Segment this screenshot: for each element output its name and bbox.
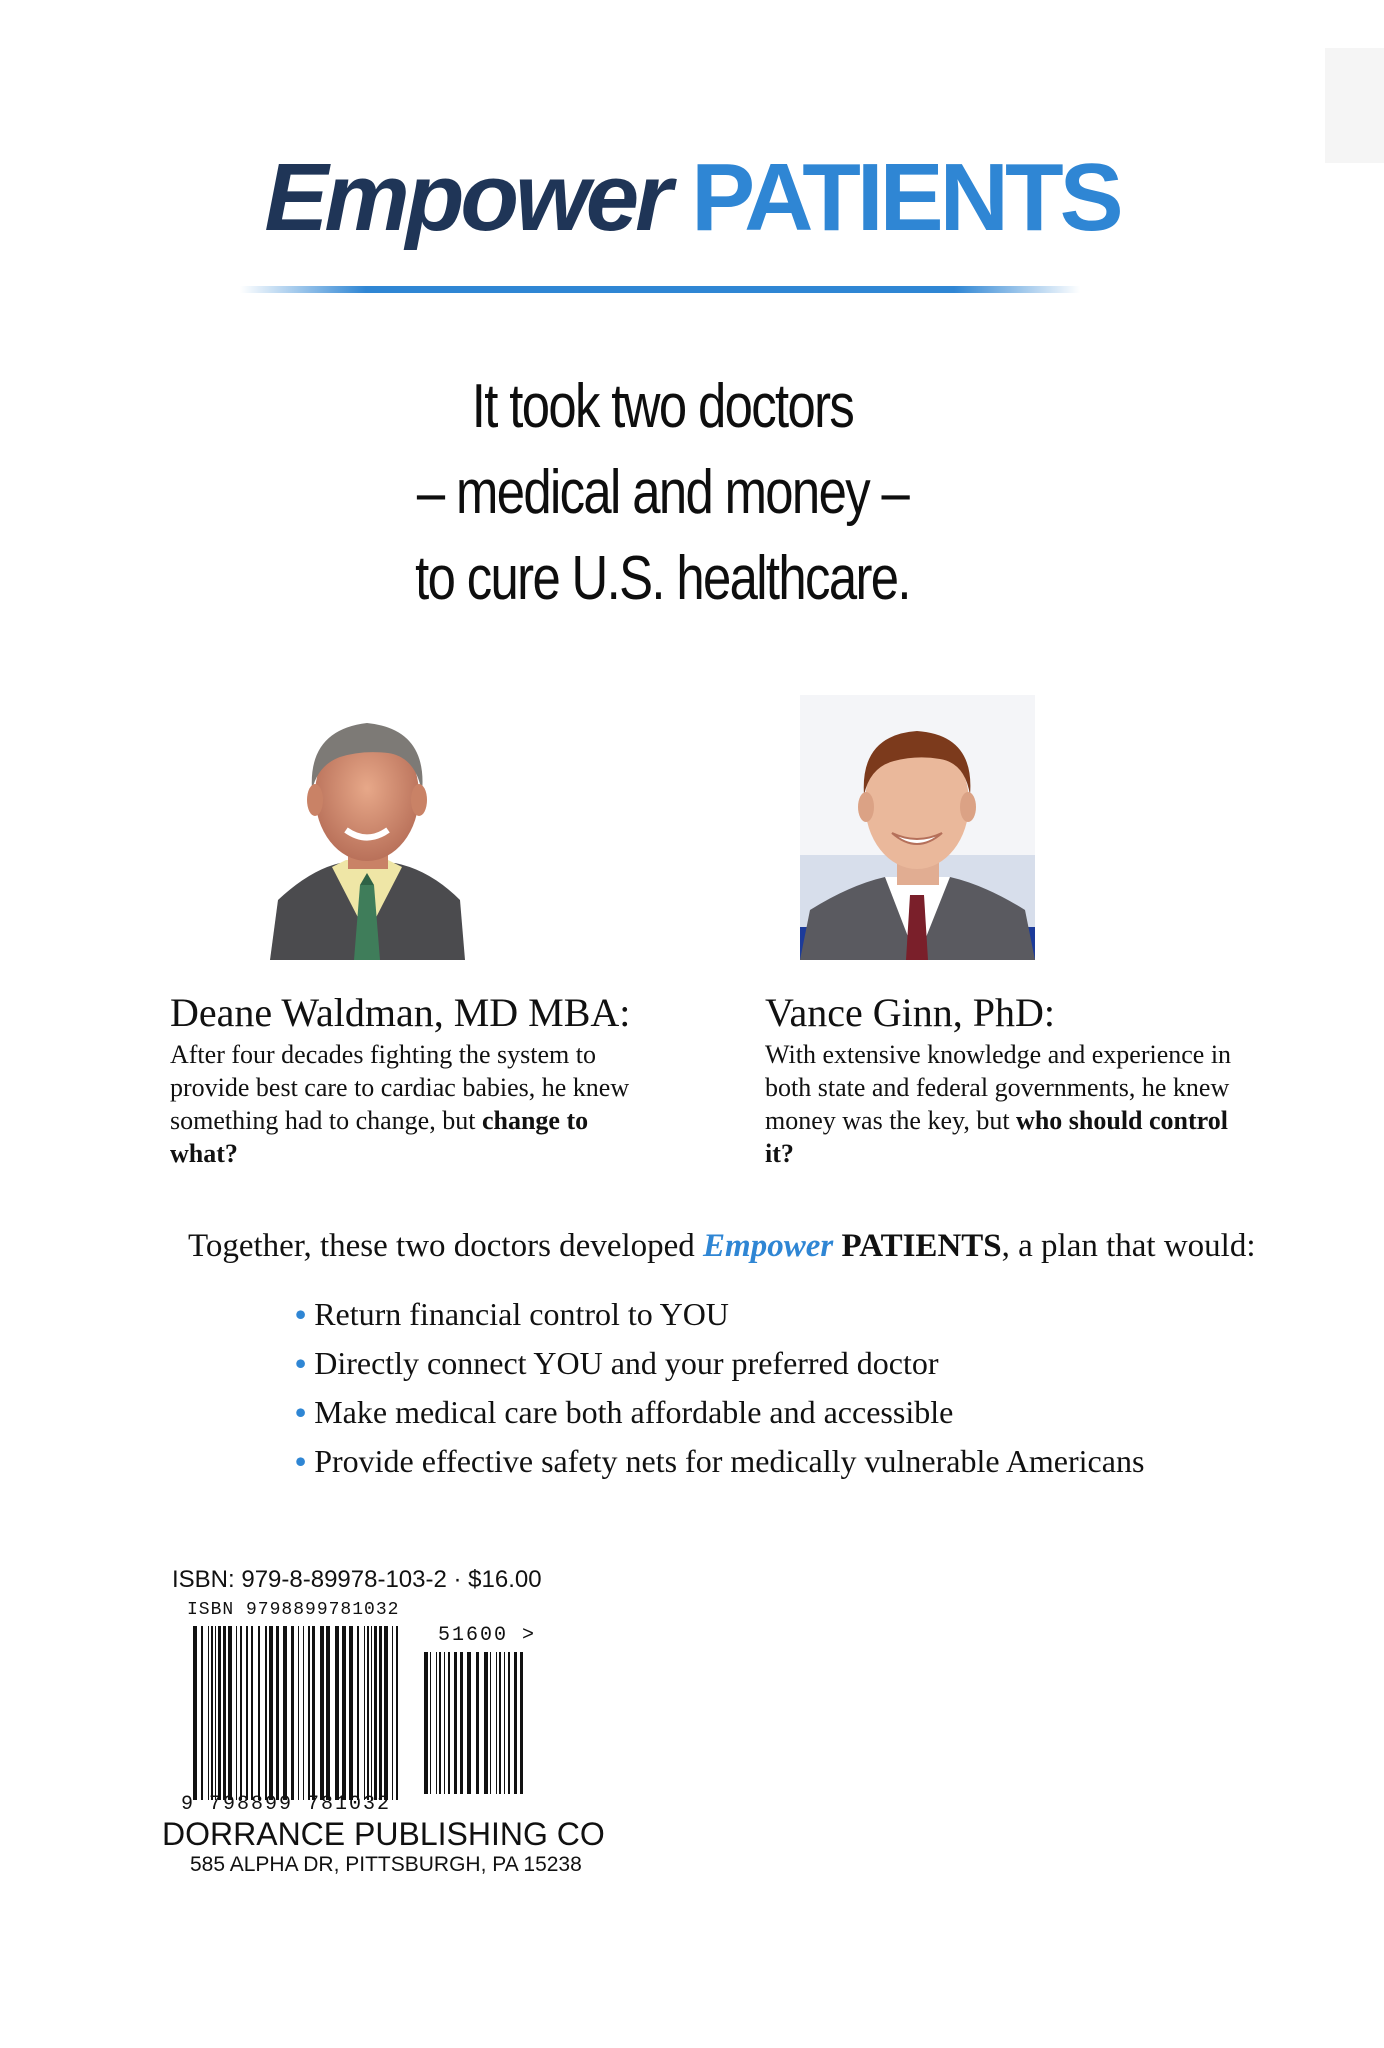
author-name: Deane Waldman, MD MBA: bbox=[170, 990, 631, 1035]
corner-tab bbox=[1325, 48, 1384, 163]
portrait-waldman bbox=[270, 695, 465, 960]
barcode-bar bbox=[240, 1626, 242, 1800]
tagline bbox=[0, 364, 1325, 622]
barcode-bar bbox=[265, 1626, 267, 1800]
barcode-bar bbox=[396, 1626, 398, 1800]
barcode-bar bbox=[298, 1626, 299, 1800]
barcode-bar bbox=[312, 1626, 315, 1800]
barcode-bar bbox=[476, 1652, 479, 1794]
barcode-bar bbox=[444, 1652, 445, 1794]
list-item: • Directly connect YOU and your preferred doctor bbox=[295, 1345, 939, 1381]
together-patients: PATIENTS bbox=[841, 1228, 1002, 1264]
barcode-bar bbox=[424, 1652, 428, 1794]
barcode-bar bbox=[514, 1652, 517, 1794]
barcode-bar bbox=[215, 1626, 216, 1800]
list-item: • Make medical care both affordable and accessible bbox=[295, 1394, 954, 1430]
barcode-bar bbox=[218, 1626, 221, 1800]
plan-bullet-list bbox=[295, 1290, 1144, 1486]
barcode-bar bbox=[496, 1652, 497, 1794]
barcode-bars-main bbox=[191, 1626, 401, 1800]
barcode-bar bbox=[276, 1626, 279, 1800]
barcode-bar bbox=[303, 1626, 304, 1800]
barcode-bar bbox=[499, 1652, 501, 1794]
barcode-bar bbox=[454, 1652, 457, 1794]
barcode-bar bbox=[326, 1626, 330, 1800]
barcode-bar bbox=[504, 1652, 505, 1794]
barcode-bar bbox=[201, 1626, 203, 1800]
author-name: Vance Ginn, PhD: bbox=[765, 990, 1055, 1035]
bio-emphasis: who should control it? bbox=[765, 1106, 1228, 1168]
barcode-bar bbox=[448, 1652, 450, 1794]
barcode-bar bbox=[357, 1626, 359, 1800]
together-empower: Empower bbox=[703, 1228, 834, 1264]
barcode-bar bbox=[367, 1626, 369, 1800]
barcode-bar bbox=[208, 1626, 209, 1800]
title-word-empower: Empower bbox=[264, 144, 669, 251]
barcode-bar bbox=[308, 1626, 310, 1800]
barcode-bar bbox=[374, 1626, 377, 1800]
barcode-bar bbox=[251, 1626, 253, 1800]
barcode-bar bbox=[430, 1652, 431, 1794]
barcode-bar bbox=[460, 1652, 463, 1794]
barcode-digits: 9 798899 781032 bbox=[181, 1793, 392, 1816]
barcode-bar bbox=[484, 1652, 488, 1794]
barcode-price-code: 51600 > bbox=[438, 1624, 537, 1647]
author-bio-text: With extensive knowledge and experience in both state and federal governments, he knew money was the key, but who should control it? bbox=[765, 1040, 1232, 1168]
barcode-bar bbox=[392, 1626, 393, 1800]
barcode-bar bbox=[342, 1626, 346, 1800]
barcode-bar bbox=[269, 1626, 273, 1800]
tagline-line: – medical and money – bbox=[416, 458, 909, 527]
barcode-bar bbox=[436, 1652, 437, 1794]
isbn-price-line: ISBN: 979-8-89978-103-2 · $16.00 bbox=[172, 1566, 542, 1593]
portrait-ginn bbox=[800, 695, 1035, 960]
barcode-bar bbox=[193, 1626, 197, 1800]
barcode-bar bbox=[467, 1652, 471, 1794]
barcode-bar bbox=[520, 1652, 523, 1794]
barcode-bar bbox=[211, 1626, 213, 1800]
barcode-bar bbox=[236, 1626, 237, 1800]
barcode bbox=[181, 1600, 545, 1816]
bullet-dot-icon: • bbox=[295, 1296, 307, 1332]
list-item: • Provide effective safety nets for medically vulnerable Americans bbox=[295, 1443, 1145, 1479]
barcode-bar bbox=[439, 1652, 441, 1794]
bullet-dot-icon: • bbox=[295, 1394, 307, 1430]
author-bio-ginn bbox=[765, 990, 1235, 1170]
barcode-bar bbox=[291, 1626, 294, 1800]
bullet-dot-icon: • bbox=[295, 1443, 307, 1479]
barcode-bars-addon bbox=[422, 1652, 526, 1794]
barcode-bar bbox=[228, 1626, 232, 1800]
barcode-bar bbox=[320, 1626, 324, 1800]
bio-emphasis: change to what? bbox=[170, 1106, 589, 1168]
bullet-dot-icon: • bbox=[295, 1345, 307, 1381]
barcode-bar bbox=[508, 1652, 510, 1794]
author-bio-text: After four decades fighting the system to provide best care to cardiac babies, he knew something had to change, but change to what? bbox=[170, 1040, 630, 1168]
barcode-bar bbox=[223, 1626, 226, 1800]
barcode-bar bbox=[258, 1626, 260, 1800]
tagline-line: It took two doctors bbox=[471, 372, 854, 441]
barcode-bar bbox=[384, 1626, 388, 1800]
barcode-bar bbox=[364, 1626, 365, 1800]
list-item: • Return financial control to YOU bbox=[295, 1296, 729, 1332]
barcode-bar bbox=[490, 1652, 491, 1794]
barcode-bar bbox=[349, 1626, 353, 1800]
barcode-bar bbox=[371, 1626, 372, 1800]
barcode-bar bbox=[379, 1626, 382, 1800]
together-statement: Together, these two doctors developed Empower PATIENTS, a plan that would: bbox=[188, 1228, 1256, 1264]
barcode-isbn-text: ISBN 9798899781032 bbox=[187, 1600, 400, 1620]
title-underline bbox=[240, 286, 1080, 293]
publisher-address: 585 ALPHA DR, PITTSBURGH, PA 15238 bbox=[190, 1853, 582, 1876]
barcode-bar bbox=[246, 1626, 248, 1800]
author-bio-waldman bbox=[170, 990, 640, 1170]
publisher-name: DORRANCE PUBLISHING CO bbox=[162, 1816, 605, 1852]
title-word-patients: PATIENTS bbox=[691, 144, 1120, 251]
tagline-line: to cure U.S. healthcare. bbox=[415, 544, 910, 613]
barcode-bar bbox=[283, 1626, 287, 1800]
barcode-bar bbox=[335, 1626, 339, 1800]
book-title bbox=[0, 144, 1384, 251]
